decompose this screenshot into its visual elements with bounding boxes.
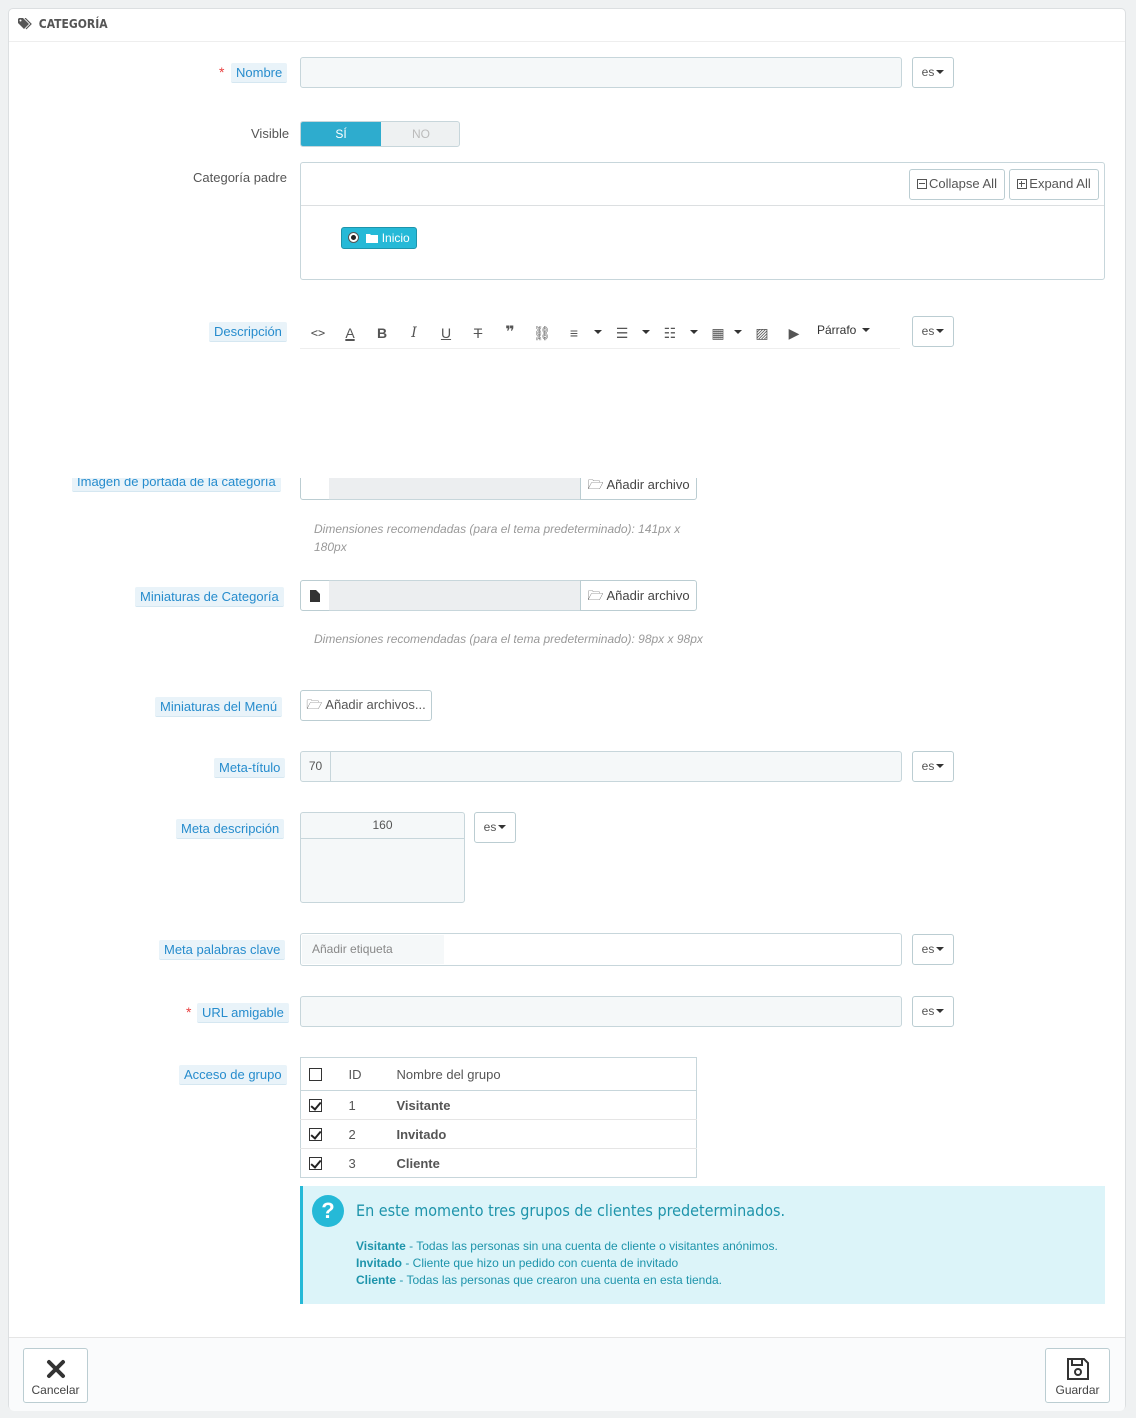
table-row (301, 1091, 697, 1120)
folder-open-icon: 🗁 (587, 588, 604, 603)
caret-down-icon (862, 328, 870, 332)
caret-down-icon (936, 947, 944, 951)
description-editor-area[interactable] (300, 351, 910, 471)
select-all-checkbox[interactable] (309, 1068, 322, 1081)
alert-line: Invitado - Cliente que hizo un pedido con cuenta de invitado (356, 1256, 679, 1270)
tree-item-label: Inicio (381, 231, 410, 245)
blockquote-icon[interactable]: ❞ (505, 324, 515, 341)
group-id: 2 (349, 1120, 397, 1149)
cover-file-input[interactable] (300, 478, 700, 500)
thumb-add-file-button[interactable]: 🗁 Añadir archivo (580, 580, 697, 611)
caret-down-icon (936, 1009, 944, 1013)
category-panel (8, 8, 1126, 1410)
required-marker: * (186, 1004, 192, 1020)
table-icon[interactable]: ▦ (711, 325, 725, 341)
panel-title: CATEGORÍA (38, 17, 108, 31)
meta-keywords-lang-dropdown[interactable]: es (912, 934, 954, 965)
media-icon[interactable]: ▶ (788, 325, 800, 341)
editor-toolbar (300, 316, 900, 349)
parent-label: Categoría padre (193, 170, 287, 185)
alert-line: Visitante - Todas las personas sin una cuenta de cliente o visitantes anónimos. (356, 1239, 778, 1253)
row-checkbox[interactable] (309, 1128, 322, 1141)
thumb-file-field[interactable] (329, 580, 581, 611)
link-icon[interactable]: ⛓ (533, 325, 551, 341)
collapse-all-button[interactable]: Collapse All (909, 169, 1005, 200)
save-icon (1066, 1357, 1090, 1381)
image-icon[interactable]: ▨ (755, 325, 769, 341)
folder-icon (366, 233, 378, 243)
cover-row-clip (9, 478, 709, 502)
cover-add-file-button[interactable]: 🗁 Añadir archivo (580, 478, 697, 500)
url-input[interactable] (300, 996, 902, 1027)
bullet-list-icon[interactable]: ☰ (615, 325, 629, 341)
paragraph-format-dropdown[interactable]: Párrafo (817, 323, 870, 337)
meta-title-input[interactable] (330, 751, 902, 782)
visible-label: Visible (251, 126, 290, 141)
caret-down-icon (936, 764, 944, 768)
cancel-label: Cancelar (31, 1383, 80, 1397)
bold-icon[interactable]: B (376, 325, 388, 341)
cover-label: Imagen de portada de la categoría (72, 478, 281, 492)
radio-selected-icon[interactable] (348, 232, 359, 243)
italic-icon[interactable]: I (411, 325, 417, 341)
url-label: URL amigable (197, 1003, 289, 1023)
group-name: Invitado (397, 1120, 697, 1149)
meta-desc-label: Meta descripción (176, 819, 284, 839)
file-icon (300, 580, 330, 611)
descripcion-label: Descripción (209, 322, 287, 342)
meta-keywords-input[interactable] (300, 933, 902, 966)
tree-item-inicio[interactable] (341, 227, 417, 249)
group-name: Visitante (397, 1091, 697, 1120)
question-circle-icon (312, 1195, 344, 1227)
cover-file-field[interactable] (329, 478, 581, 500)
thumb-hint: Dimensiones recomendadas (para el tema predeterminado): 98px x 98px (314, 632, 703, 646)
numbered-list-icon[interactable]: ☷ (663, 325, 677, 341)
col-name-header: Nombre del grupo (397, 1058, 697, 1091)
numbered-caret-icon[interactable] (690, 330, 698, 334)
bullet-caret-icon[interactable] (642, 330, 650, 334)
info-alert (300, 1186, 1105, 1304)
cancel-button[interactable] (23, 1348, 88, 1403)
thumb-file-input[interactable] (300, 580, 700, 611)
group-name: Cliente (397, 1149, 697, 1178)
col-id-header: ID (349, 1058, 397, 1091)
save-button[interactable] (1045, 1348, 1110, 1403)
caret-down-icon (936, 329, 944, 333)
alert-title: En este momento tres grupos de clientes predeterminados. (356, 1201, 786, 1220)
meta-title-label: Meta-título (214, 758, 285, 778)
nombre-lang-dropdown[interactable]: es (912, 57, 954, 88)
plus-square-icon (1017, 179, 1027, 189)
menu-thumb-add-files-button[interactable]: 🗁 Añadir archivos... (300, 690, 432, 721)
save-label: Guardar (1055, 1383, 1100, 1397)
caret-down-icon (936, 70, 944, 74)
meta-desc-lang-dropdown[interactable]: es (474, 812, 516, 843)
align-icon[interactable]: ≡ (569, 325, 579, 341)
row-checkbox[interactable] (309, 1099, 322, 1112)
align-caret-icon[interactable] (594, 330, 602, 334)
caret-down-icon (498, 825, 506, 829)
alert-line: Cliente - Todas las personas que crearon una cuenta en esta tienda. (356, 1273, 723, 1287)
underline-icon[interactable]: U (440, 325, 452, 341)
visible-switch[interactable] (300, 121, 460, 147)
folder-open-icon: 🗁 (306, 697, 323, 712)
descripcion-lang-dropdown[interactable]: es (912, 316, 954, 347)
svg-text:?: ? (321, 1198, 335, 1223)
expand-all-button[interactable]: Expand All (1009, 169, 1099, 200)
add-tag-placeholder[interactable]: Añadir etiqueta (302, 935, 444, 964)
code-icon[interactable]: <> (310, 326, 326, 340)
minus-square-icon (917, 179, 927, 189)
tree-toolbar (301, 163, 1104, 206)
group-id: 3 (349, 1149, 397, 1178)
category-tree (300, 162, 1105, 280)
row-checkbox[interactable] (309, 1157, 322, 1170)
file-icon (300, 478, 330, 500)
text-color-icon[interactable]: A (345, 325, 355, 341)
group-id: 1 (349, 1091, 397, 1120)
cover-hint: Dimensiones recomendadas (para el tema predeterminado): 141px x 180px (314, 522, 681, 554)
visible-no-option[interactable]: NO (412, 127, 430, 141)
meta-desc-counter: 160 (300, 812, 465, 839)
table-row (301, 1149, 697, 1178)
required-marker: * (219, 64, 225, 80)
groups-label: Acceso de grupo (179, 1065, 287, 1085)
url-lang-dropdown[interactable]: es (912, 996, 954, 1027)
table-caret-icon[interactable] (734, 330, 742, 334)
meta-title-lang-dropdown[interactable]: es (912, 751, 954, 782)
meta-keywords-label: Meta palabras clave (159, 940, 285, 960)
panel-footer (9, 1337, 1125, 1411)
groups-table (300, 1057, 697, 1178)
meta-title-counter: 70 (300, 751, 331, 782)
close-icon (46, 1359, 66, 1379)
meta-desc-textarea[interactable] (300, 838, 465, 903)
panel-heading (9, 9, 1125, 42)
nombre-input[interactable] (300, 57, 902, 88)
table-row (301, 1120, 697, 1149)
tags-icon (18, 18, 32, 30)
visible-yes-option[interactable]: SÍ (301, 122, 381, 146)
strikethrough-icon[interactable]: T (473, 325, 483, 341)
menu-thumb-label: Miniaturas del Menú (155, 697, 282, 717)
nombre-label: Nombre (231, 63, 287, 83)
thumb-label: Miniaturas de Categoría (135, 587, 284, 607)
